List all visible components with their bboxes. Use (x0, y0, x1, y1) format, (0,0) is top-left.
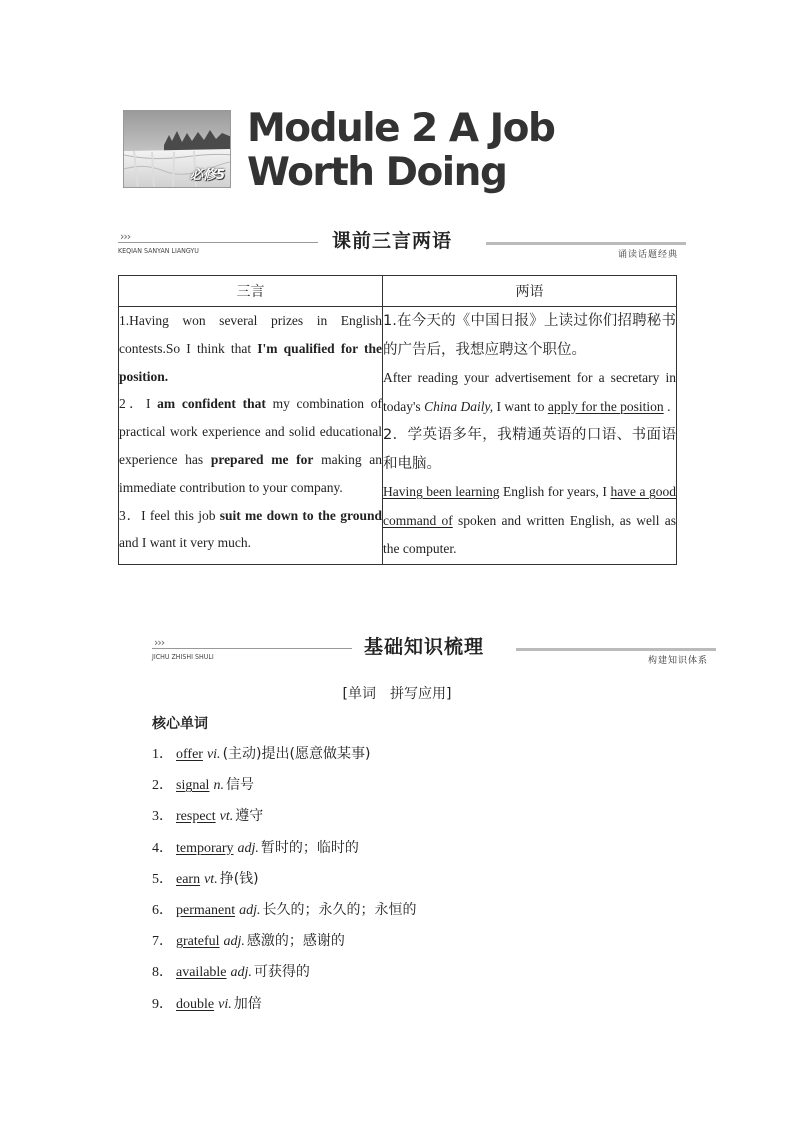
chinese-meaning: 信号 (225, 777, 254, 794)
table-header-sanyan: 三言 (119, 276, 383, 307)
section-tagline: 诵读话题经典 (617, 250, 678, 260)
vocab-word: earn (176, 871, 201, 887)
vocab-word: offer (176, 747, 203, 762)
section-tagline: 构建知识体系 (647, 656, 708, 666)
item-number: 7． (152, 934, 173, 950)
english-sentence: After reading your advertisement for a secretary in today's (383, 370, 676, 414)
key-phrase: suit me down to the ground (219, 507, 382, 523)
english-sentence: spoken and written English, as well as the computer. (383, 512, 677, 556)
chinese-meaning: 加倍 (233, 995, 262, 1012)
part-of-speech: vi. (206, 747, 221, 762)
chinese-sentence: 2．学英语多年，我精通英语的口语、书面语和电脑。 (383, 427, 676, 472)
sentence-text: making an immediate contribution to your company. (119, 451, 382, 495)
part-of-speech: n. (213, 778, 224, 794)
module-thumbnail (123, 110, 231, 188)
item-number: 8． (152, 965, 173, 981)
list-item (152, 836, 416, 867)
answer-blank: Having been learning (383, 484, 500, 499)
sentence-text: 2．I (119, 396, 158, 412)
item-number: 2． (152, 778, 173, 794)
vocab-word: respect (176, 809, 216, 825)
divider (486, 242, 686, 245)
list-item (152, 992, 416, 1023)
vocab-word: available (176, 965, 227, 981)
part-of-speech: vt. (204, 871, 218, 887)
list-item (152, 867, 416, 898)
part-of-speech: vt. (219, 809, 234, 825)
list-item (152, 960, 416, 991)
divider (516, 648, 716, 651)
item-number: 9． (152, 996, 173, 1012)
word-list (152, 742, 416, 1023)
vocab-word: double (176, 996, 215, 1012)
table-cell-translations (383, 307, 677, 565)
phrase-table (118, 275, 677, 565)
item-number: 1． (152, 747, 173, 762)
key-phrase: am confident that (157, 396, 266, 412)
subsection-heading: [单词 拼写应用] (342, 686, 452, 702)
vocab-word: grateful (176, 934, 220, 950)
sentence-text: and I want it very much. (119, 535, 251, 551)
part-of-speech: adj. (237, 840, 259, 856)
part-of-speech: adj. (239, 902, 261, 918)
chinese-meaning: 挣(钱) (219, 870, 259, 887)
english-sentence: I want to (493, 398, 548, 414)
chinese-meaning: 暂时的；临时的 (260, 839, 359, 856)
item-number: 6． (152, 902, 173, 918)
item-number: 3． (152, 809, 173, 825)
list-item (152, 773, 416, 804)
chevron-right-icon: ››› (154, 636, 165, 649)
chinese-meaning: 长久的；永久的；永恒的 (262, 901, 417, 918)
key-phrase: prepared me for (210, 451, 314, 467)
section-banner-basics (152, 632, 716, 664)
section-title: 基础知识梳理 (364, 636, 485, 658)
list-item (152, 804, 416, 835)
item-number: 5． (152, 871, 173, 887)
item-number: 4． (152, 840, 173, 856)
table-cell-sentences (119, 307, 383, 565)
divider (152, 648, 352, 649)
page-title: Module 2 A Job Worth Doing (247, 106, 555, 195)
chinese-meaning: (主动)提出(愿意做某事) (222, 746, 371, 762)
answer-blank: apply for the position (547, 398, 664, 414)
core-words-label: 核心单词 (152, 716, 208, 732)
key-phrase: I'm qualified for the position. (119, 340, 382, 384)
vocab-word: permanent (176, 902, 236, 918)
part-of-speech: adj. (230, 965, 252, 981)
section-title: 课前三言两语 (332, 230, 453, 252)
chinese-meaning: 可获得的 (253, 964, 310, 981)
sentence-text: 3．I feel this job (119, 507, 220, 523)
sentence-text: 1.Having won several prizes in English contests.So I think that (119, 313, 382, 356)
chinese-sentence: 1.在今天的《中国日报》上读过你们招聘秘书的广告后，我想应聘这个职位。 (383, 313, 676, 358)
section-banner-preview (118, 226, 686, 258)
english-sentence: . (663, 398, 671, 414)
book-volume-label: 必修5 (189, 168, 225, 183)
vocab-word: temporary (176, 840, 234, 856)
chevron-right-icon: ››› (120, 230, 131, 243)
table-header-liangyu: 两语 (383, 276, 677, 307)
english-sentence: English for years, I (499, 484, 611, 499)
divider (118, 242, 318, 243)
part-of-speech: vi. (218, 996, 232, 1012)
part-of-speech: adj. (223, 934, 245, 950)
list-item (152, 742, 416, 773)
vocab-word: signal (176, 778, 210, 794)
list-item (152, 929, 416, 960)
chinese-meaning: 遵守 (235, 808, 264, 825)
section-pinyin: JICHU ZHISHI SHULI (152, 653, 214, 661)
answer-blank: have a good command of (383, 484, 676, 528)
list-item (152, 898, 416, 929)
section-pinyin: KEQIAN SANYAN LIANGYU (118, 247, 199, 255)
sentence-text: my combination of practical work experience and solid educational experience has (119, 396, 383, 467)
chinese-meaning: 感激的；感谢的 (246, 933, 345, 950)
newspaper-name: China Daily, (424, 398, 494, 414)
